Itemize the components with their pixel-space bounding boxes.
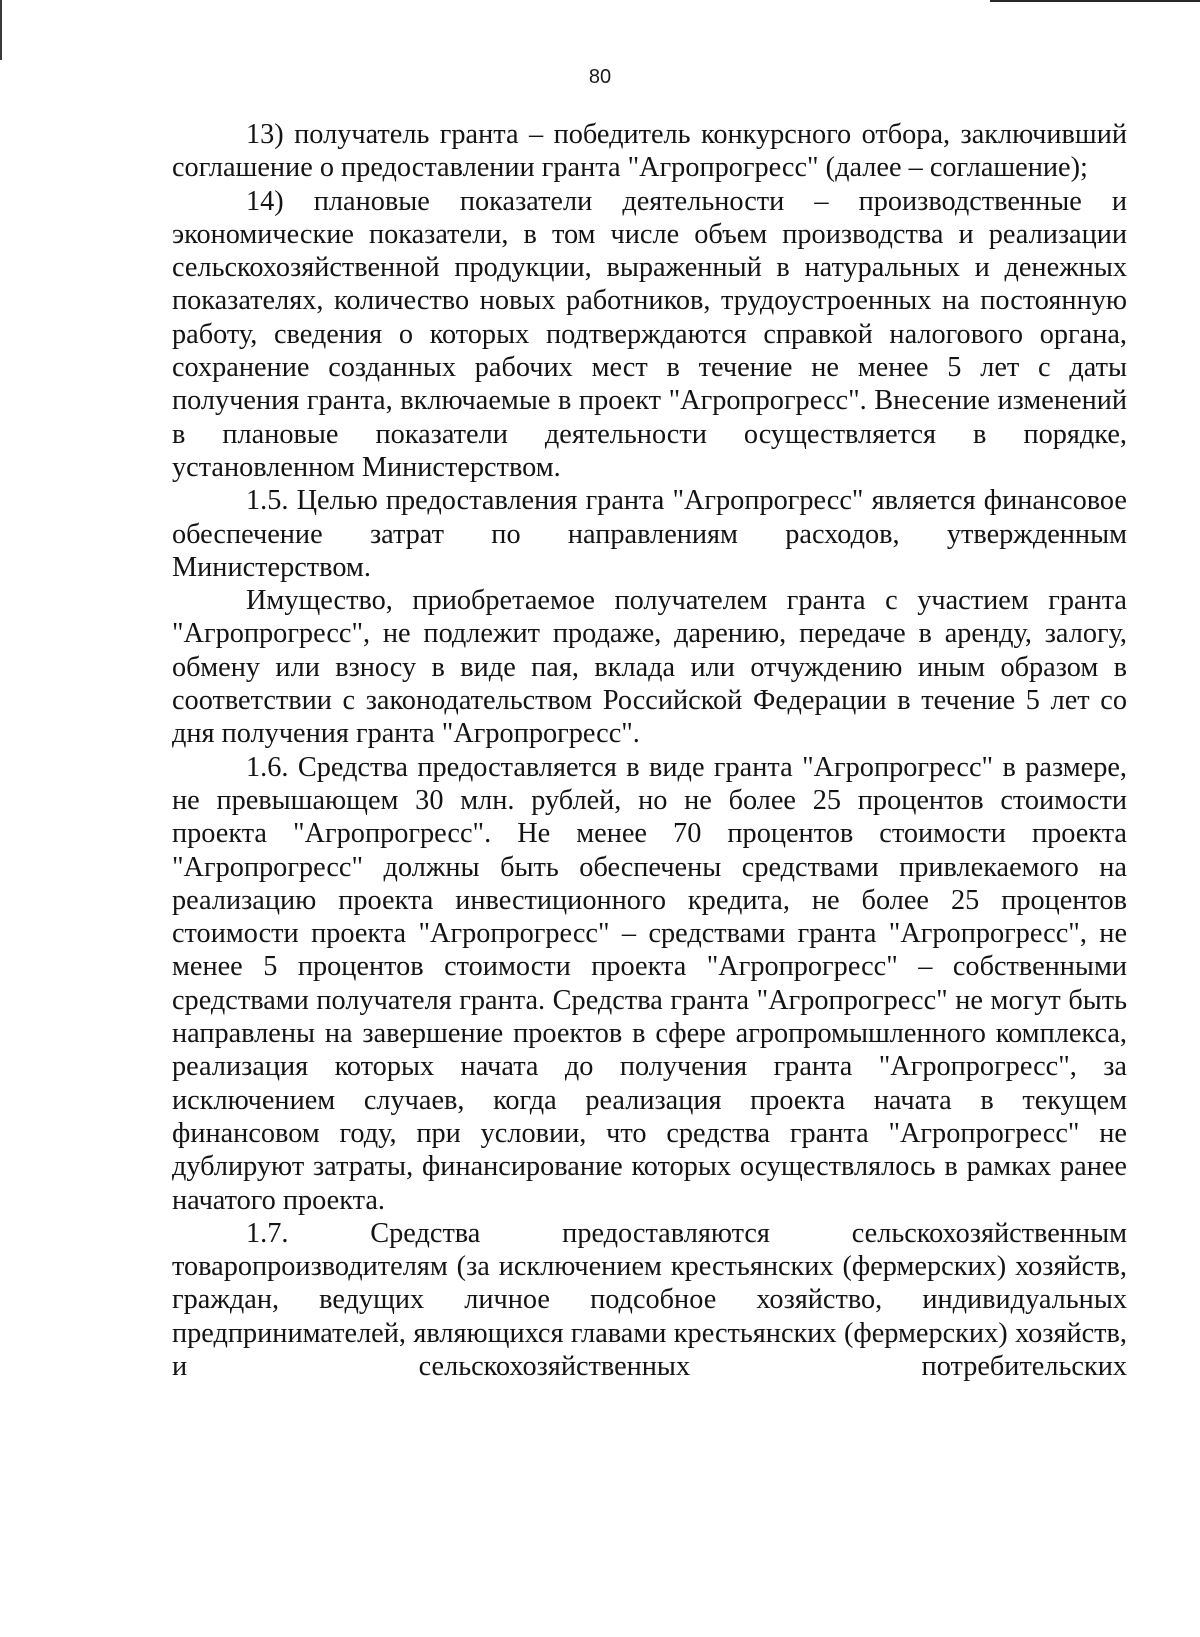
paragraph-section-1-7: 1.7. Средства предоставляются сельскохозяйственным товаропроизводителям (за исключением крестьянских (фермерских) хозяйств, граждан, ведущих личное подсобное хозяйство, индивидуальных предпринимателей, являющихся главами крестьянских (фермерских) хозяйств, и сельскохозяйственных потребительских bbox=[172, 1217, 1127, 1382]
paragraph-section-1-5: 1.5. Целью предоставления гранта "Агропрогресс" является финансовое обеспечение затрат по направлениям расходов, утвержденным Министерством. bbox=[172, 485, 1127, 583]
scan-edge-left bbox=[0, 0, 2, 60]
paragraph-item-14: 14) плановые показатели деятельности – производственные и экономические показатели, в том числе объем производства и реализации сельскохозяйственной продукции, выраженный в натуральных и денежных показателях, количество новых работников, трудоустроенных на постоянную работу, сведения о которых подтверждаются справкой налогового органа, сохранение созданных рабочих мест в течение не менее 5 лет с даты получения гранта, включаемые в проект "Агропрогресс". Внесение изменений в плановые показатели деятельности осуществляется в порядке, установленном Министерством. bbox=[172, 185, 1127, 483]
paragraph-item-13: 13) получатель гранта – победитель конкурсного отбора, заключивший соглашение о предоставлении гранта "Агропрогресс" (далее – соглашение); bbox=[172, 119, 1127, 184]
paragraph-property-clause: Имущество, приобретаемое получателем гранта с участием гранта "Агропрогресс", не подлежит продаже, дарению, передаче в аренду, залогу, обмену или взносу в виде пая, вклада или отчуждению иным образом в соответствии с законодательством Российской Федерации в течение 5 лет со дня получения гранта "Агропрогресс". bbox=[172, 585, 1127, 750]
paragraph-section-1-6: 1.6. Средства предоставляется в виде гранта "Агропрогресс" в размере, не превышающем 30 млн. рублей, но не более 25 процентов стоимости проекта "Агропрогресс". Не менее 70 процентов стоимости проекта "Агропрогресс" должны быть обеспечены средствами привлекаемого на реализацию проекта инвестиционного кредита, не более 25 процентов стоимости проекта "Агропрогресс" – средствами гранта "Агропрогресс", не менее 5 процентов стоимости проекта "Агропрогресс" – собственными средствами получателя гранта. Средства гранта "Агропрогресс" не могут быть направлены на завершение проектов в сфере агропромышленного комплекса, реализация которых начата до получения гранта "Агропрогресс", за исключением случаев, когда реализация проекта начата в текущем финансовом году, при условии, что средства гранта "Агропрогресс" не дублируют затраты, финансирование которых осуществлялось в рамках ранее начатого проекта. bbox=[172, 751, 1127, 1216]
scan-edge-top bbox=[990, 0, 1200, 2]
page-number: 80 bbox=[588, 66, 612, 88]
document-body bbox=[172, 118, 1127, 1383]
